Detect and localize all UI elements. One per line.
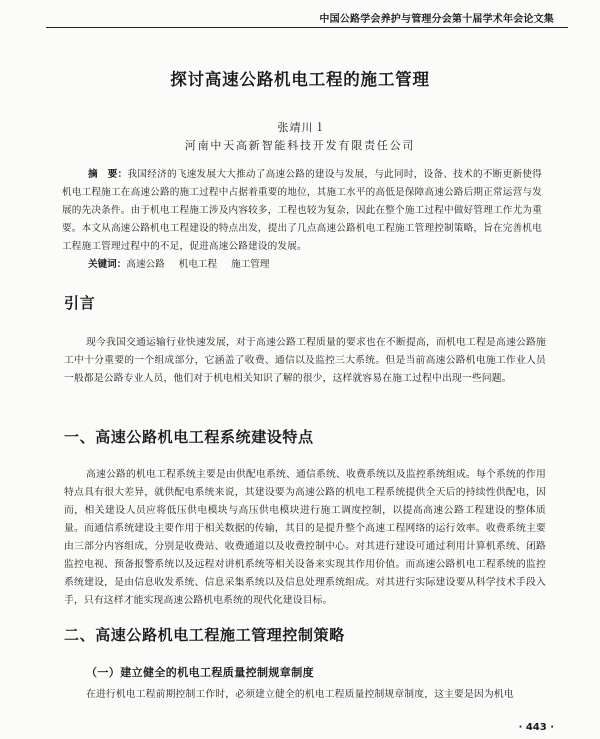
keyword: 施工管理 bbox=[231, 259, 270, 270]
header-rule bbox=[46, 27, 568, 28]
author-affiliation: 河南中天高新智能科技开发有限责任公司 bbox=[184, 139, 416, 152]
page-number: · 443 · bbox=[518, 722, 554, 733]
abstract-text: 我国经济的飞速发展大大推动了高速公路的建设与发展，与此同时，设备、技术的不断更新使得机电工程施工在高速公路的施工过程中占据着重要的地位，其施工水平的高低是保障高速公路后期正常运营与发展的先决条件。由于机电工程施工涉及内容较多，工程也较为复杂，因此在整个施工过程中做好管理工作尤为重要。本文从高速公路机电工程建设的特点出发，提出了几点高速公路机电工程施工管理控制策略，旨在完善机电工程施工管理过程中的不足，促进高速公路建设的发展。 bbox=[62, 169, 542, 252]
abstract bbox=[62, 166, 542, 256]
paper-title: 探讨高速公路机电工程的施工管理 bbox=[170, 70, 430, 89]
subsection-1-heading: （一）建立健全的机电工程质量控制规章制度 bbox=[86, 666, 314, 679]
author-name: 张靖川 l bbox=[277, 121, 323, 134]
subsection-1-paragraph: 在进行机电工程前期控制工作时，必须建立健全的机电工程质量控制规章制度，这主要是因为机电 bbox=[86, 689, 514, 700]
keyword: 机电工程 bbox=[178, 259, 218, 270]
section-1-paragraph: 高速公路的机电工程系统主要是由供配电系统、通信系统、收费系统以及监控系统组成。每个系统的作用特点具有很大差异，就供配电系统来说，其建设要为高速公路的机电工程系统提供全天后的持续性供配电，因而，相关建设人员应将低压供电模块与高压供电模块进行施工调度控制，以提高高速公路工程建设的整体质量。而通信系统建设主要作用于相关数据的传输，其目的是提升整个高速工程网络的运行效率。收费系统主要由三部分内容组成，分别是收费站、收费通道以及收费控制中心。对其进行建设可通过利用计算机系统、闭路监控电视、预备报警系统以及远程对讲机系统等相关设备来实现其作用价值。而高速公路机电工程系统的监控系统建设，是由信息收发系统、信息采集系统以及信息处理系统组成。对其进行实际建设要从科学技术手段入手，只有这样才能实现高速公路机电系统的现代化建设目标。 bbox=[64, 469, 546, 606]
intro-paragraph: 现今我国交通运输行业快速发展，对于高速公路工程质量的要求也在不断提高，而机电工程是高速公路施工中十分重要的一个组成部分，它涵盖了收费、通信以及监控三大系统。但是当前高速公路机电施工作业人员一般都是公路专业人员，他们对于机电相关知识了解的很少，这样就容易在施工过程中出现一些问题。 bbox=[64, 337, 546, 384]
keywords bbox=[88, 256, 284, 270]
keyword: 高速公路 bbox=[126, 259, 165, 270]
keywords-label: 关键词： bbox=[88, 259, 127, 270]
section-1-heading: 一、高速公路机电工程系统建设特点 bbox=[64, 428, 314, 446]
intro-heading: 引言 bbox=[64, 294, 96, 312]
running-head: 中国公路学会养护与管理分会第十届学术年会论文集 bbox=[319, 14, 554, 25]
section-2-heading: 二、高速公路机电工程施工管理控制策略 bbox=[64, 626, 345, 644]
abstract-label: 摘 要： bbox=[88, 169, 128, 180]
